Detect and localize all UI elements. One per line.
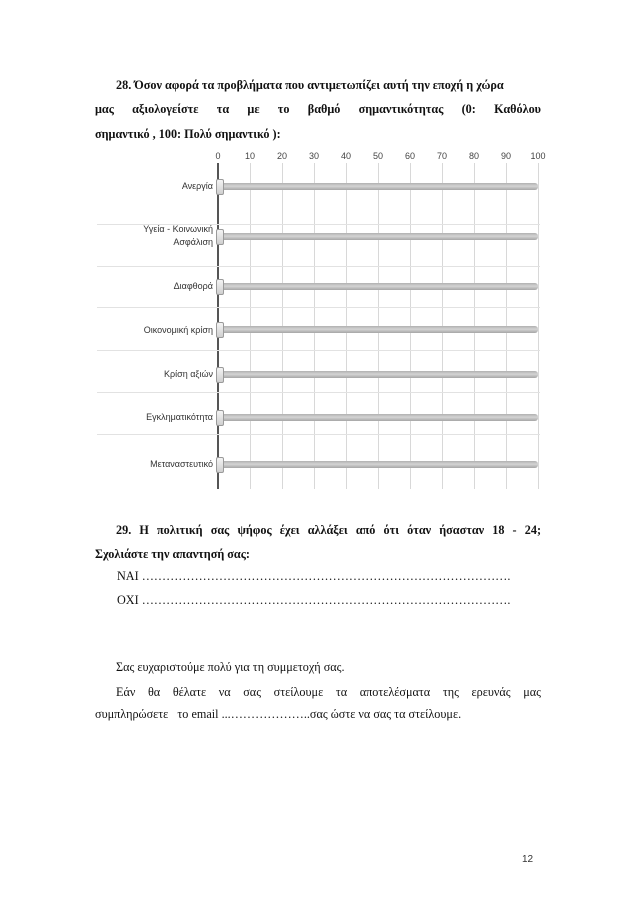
slider-handle[interactable] (216, 367, 224, 383)
axis-tick-label: 80 (468, 151, 480, 161)
email-request-line1: Εάν θα θέλατε να σας στείλουμε τα αποτελέσματα της ερευνάς μας (116, 685, 541, 699)
axis-tick-label: 50 (372, 151, 384, 161)
slider-handle[interactable] (216, 457, 224, 473)
slider-handle[interactable] (216, 279, 224, 295)
q29-option-yes[interactable]: ΝΑΙ ………………………………………………………………………………. (117, 569, 511, 583)
row-separator (97, 392, 540, 393)
q29-option-no[interactable]: ΟΧΙ ………………………………………………………………………………. (117, 593, 511, 607)
email-request-line2: συμπληρώσετε το email ...………………..σας ώστε να σας τα στείλουμε. (95, 707, 462, 721)
axis-tick-label: 90 (500, 151, 512, 161)
axis-tick-label: 10 (244, 151, 256, 161)
thanks-text: Σας ευχαριστούμε πολύ για τη συμμετοχή σας. (116, 660, 345, 674)
row-label-corruption: Διαφθορά (173, 281, 213, 291)
row-label-economic-crisis: Οικονομική κρίση (143, 325, 213, 335)
row-separator (97, 434, 540, 435)
page-number: 12 (522, 854, 534, 865)
slider-track[interactable] (218, 461, 538, 468)
row-separator (97, 350, 540, 351)
q28-line2: μας αξιολογείστε τα με το βαθμό σημαντικότητας (0: Καθόλου (95, 102, 541, 116)
slider-handle[interactable] (216, 322, 224, 338)
slider-handle[interactable] (216, 179, 224, 195)
axis-tick-label: 0 (215, 151, 221, 161)
slider-track[interactable] (218, 371, 538, 378)
row-label-health-line2: Ασφάλιση (173, 237, 213, 247)
gridline (538, 163, 539, 489)
slider-track[interactable] (218, 326, 538, 333)
row-label-values-crisis: Κρίση αξιών (164, 369, 213, 379)
row-label-criminality: Εγκληματικότητα (146, 412, 213, 422)
slider-track[interactable] (218, 414, 538, 421)
q29-line1: 29. Η πολιτική σας ψήφος έχει αλλάξει από ότι όταν ήσασταν 18 - 24; (116, 523, 541, 537)
axis-tick-label: 30 (308, 151, 320, 161)
axis-tick-label: 100 (530, 151, 546, 161)
q29-line2: Σχολιάστε την απαντησή σας: (95, 547, 250, 561)
row-label-unemployment: Ανεργία (181, 181, 213, 191)
q28-line3: σημαντικό , 100: Πολύ σημαντικό ): (95, 127, 281, 141)
axis-tick-label: 20 (276, 151, 288, 161)
row-label-health-line1: Υγεία - Κοινωνική (143, 224, 213, 234)
slider-track[interactable] (218, 283, 538, 290)
q28-line1: 28. Όσον αφορά τα προβλήματα που αντιμετωπίζει αυτή την εποχή η χώρα (116, 78, 504, 92)
row-label-migration: Μεταναστευτικό (150, 459, 213, 469)
slider-track[interactable] (218, 233, 538, 240)
axis-tick-label: 60 (404, 151, 416, 161)
slider-track[interactable] (218, 183, 538, 190)
row-separator (97, 266, 540, 267)
axis-tick-label: 70 (436, 151, 448, 161)
row-separator (97, 307, 540, 308)
slider-handle[interactable] (216, 410, 224, 426)
slider-handle[interactable] (216, 229, 224, 245)
axis-tick-label: 40 (340, 151, 352, 161)
